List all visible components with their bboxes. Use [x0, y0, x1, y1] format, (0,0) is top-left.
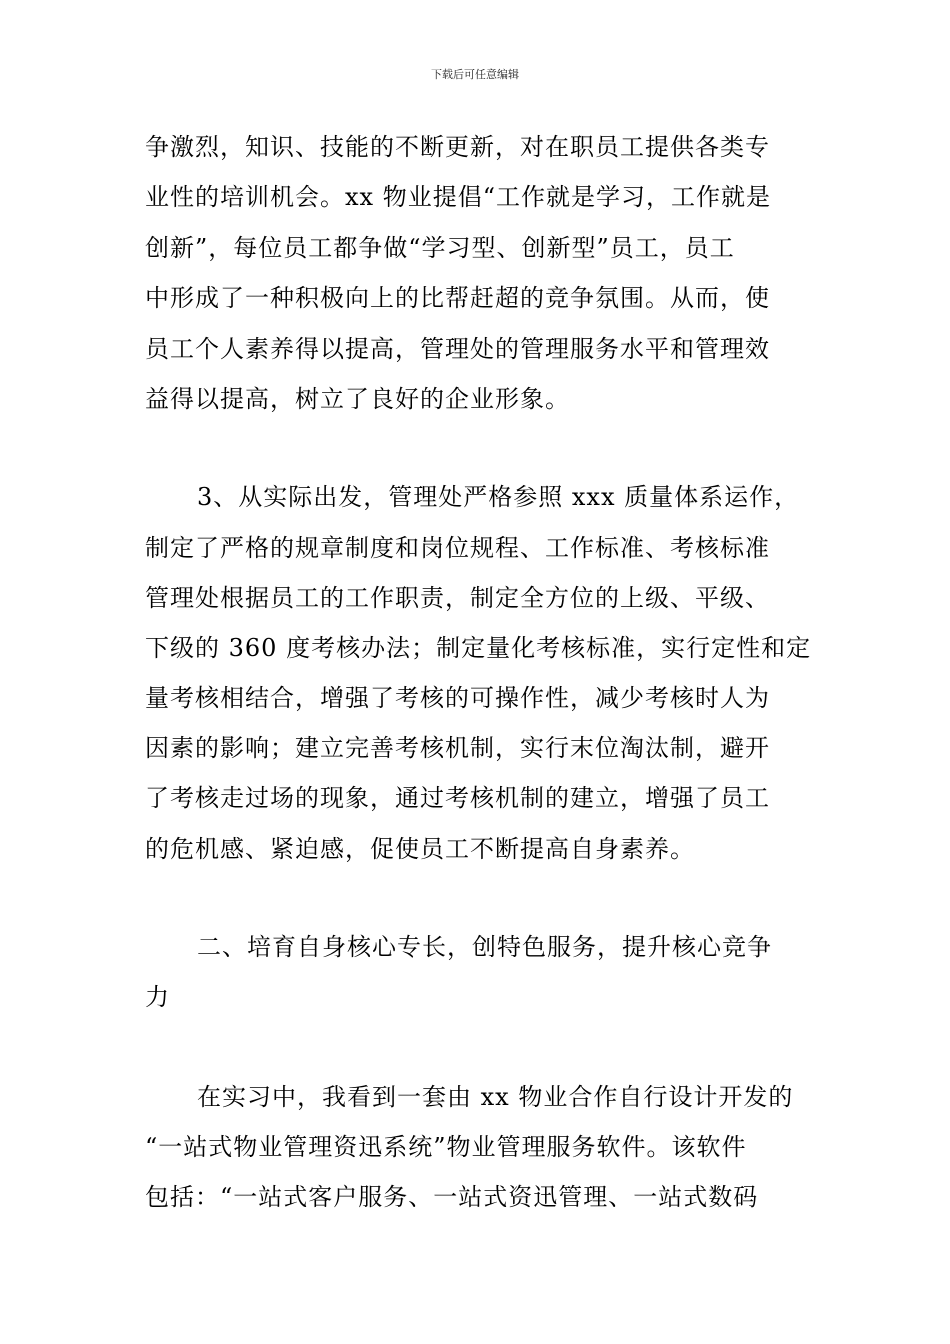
heading-line: 力: [145, 983, 170, 1011]
text-line: 包括：“一站式客户服务、一站式资迅管理、一站式数码: [145, 1183, 759, 1211]
text-line: 中形成了一种积极向上的比帮赶超的竞争氛围。从而，使: [145, 284, 770, 312]
text-line: 业性的培训机会。xx 物业提倡“工作就是学习，工作就是: [145, 183, 771, 211]
text-line: 量考核相结合，增强了考核的可操作性，减少考核时人为: [145, 684, 770, 712]
text-line: 3、从实际出发，管理处严格参照 xxx 质量体系运作，: [197, 483, 800, 511]
text-line: 因素的影响；建立完善考核机制，实行末位淘汰制，避开: [145, 734, 770, 762]
text-line: “一站式物业管理资迅系统”物业管理服务软件。该软件: [145, 1133, 747, 1161]
text-line: 员工个人素养得以提高，管理处的管理服务水平和管理效: [145, 335, 770, 363]
text-line: 在实习中，我看到一套由 xx 物业合作自行设计开发的: [197, 1083, 794, 1111]
heading-line: 二、培育自身核心专长，创特色服务，提升核心竞争: [197, 933, 772, 961]
text-line: 管理处根据员工的工作职责，制定全方位的上级、平级、: [145, 584, 770, 612]
text-line: 下级的 360 度考核办法；制定量化考核标准，实行定性和定: [145, 634, 812, 662]
text-line: 的危机感、紧迫感，促使员工不断提高自身素养。: [145, 835, 695, 863]
text-line: 了考核走过场的现象，通过考核机制的建立，增强了员工: [145, 784, 770, 812]
page-header: 下载后可任意编辑: [431, 68, 519, 81]
text-line: 益得以提高，树立了良好的企业形象。: [145, 385, 570, 413]
text-line: 创新”，每位员工都争做“学习型、创新型”员工，员工: [145, 234, 735, 262]
text-line: 争激烈，知识、技能的不断更新，对在职员工提供各类专: [145, 133, 770, 161]
text-line: 制定了严格的规章制度和岗位规程、工作标准、考核标准: [145, 534, 770, 562]
